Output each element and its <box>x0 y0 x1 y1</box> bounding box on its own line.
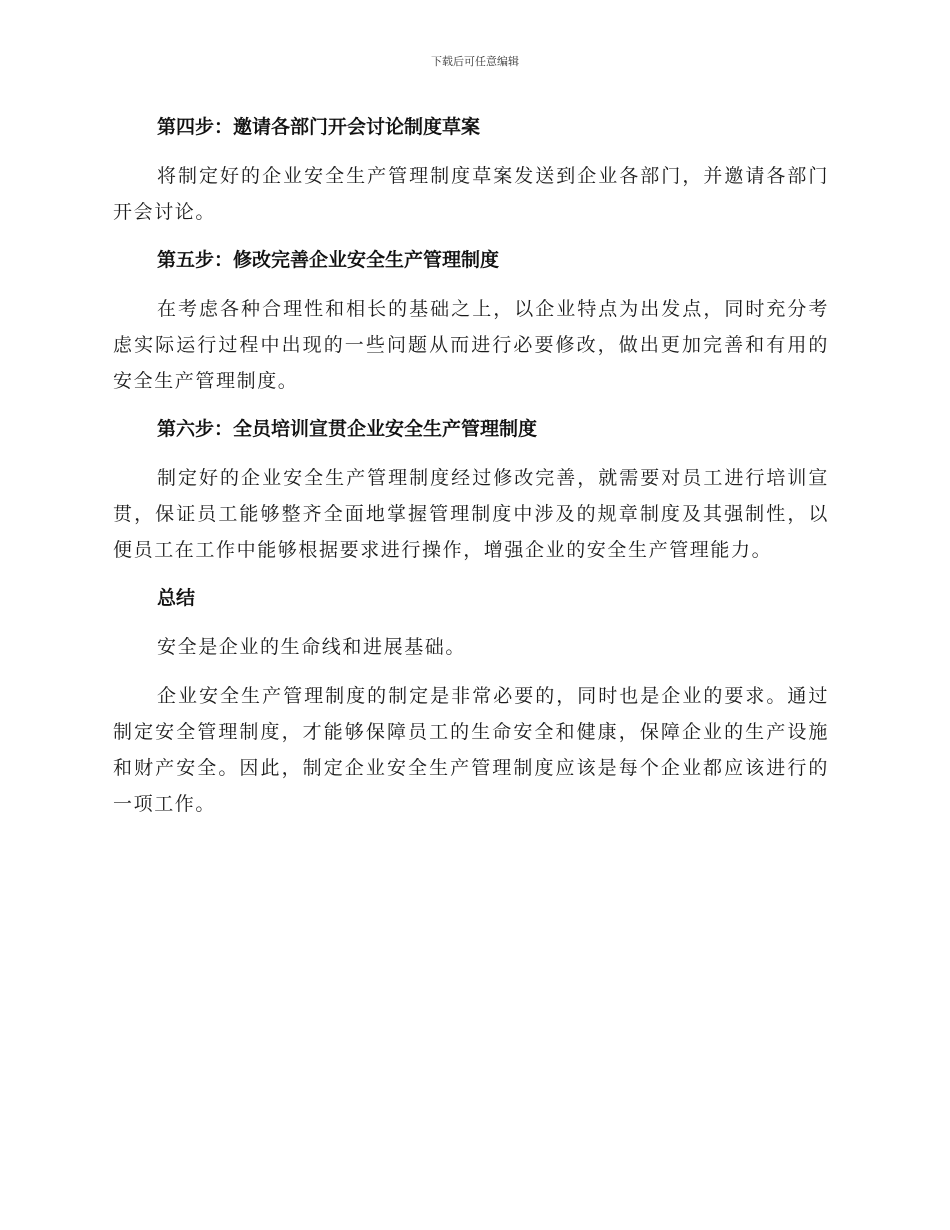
document-body <box>113 110 829 822</box>
section-heading: 第六步：全员培训宣贯企业安全生产管理制度 <box>157 418 538 440</box>
section-heading: 第五步：修改完善企业安全生产管理制度 <box>157 249 500 271</box>
section-summary <box>113 581 829 822</box>
paragraph: 在考虑各种合理性和相长的基础之上，以企业特点为出发点，同时充分考虑实际运行过程中出现的一些问题从而进行必要修改，做出更加完善和有用的安全生产管理制度。 <box>113 298 829 392</box>
section-heading: 总结 <box>157 587 196 609</box>
paragraph: 将制定好的企业安全生产管理制度草案发送到企业各部门，并邀请各部门开会讨论。 <box>113 165 829 223</box>
paragraph: 安全是企业的生命线和进展基础。 <box>157 636 467 658</box>
paragraph: 制定好的企业安全生产管理制度经过修改完善，就需要对员工进行培训宣贯，保证员工能够整齐全面地掌握管理制度中涉及的规章制度及其强制性，以便员工在工作中能够根据要求进行操作，增强企业的安全生产管理能力。 <box>113 467 829 561</box>
section-step-four <box>113 110 829 230</box>
page-header: 下载后可任意编辑 <box>431 55 519 68</box>
section-step-six <box>113 412 829 568</box>
paragraph: 企业安全生产管理制度的制定是非常必要的，同时也是企业的要求。通过制定安全管理制度，才能够保障员工的生命安全和健康，保障企业的生产设施和财产安全。因此，制定企业安全生产管理制度应该是每个企业都应该进行的一项工作。 <box>113 685 829 815</box>
section-heading: 第四步：邀请各部门开会讨论制度草案 <box>157 116 481 138</box>
section-step-five <box>113 243 829 399</box>
